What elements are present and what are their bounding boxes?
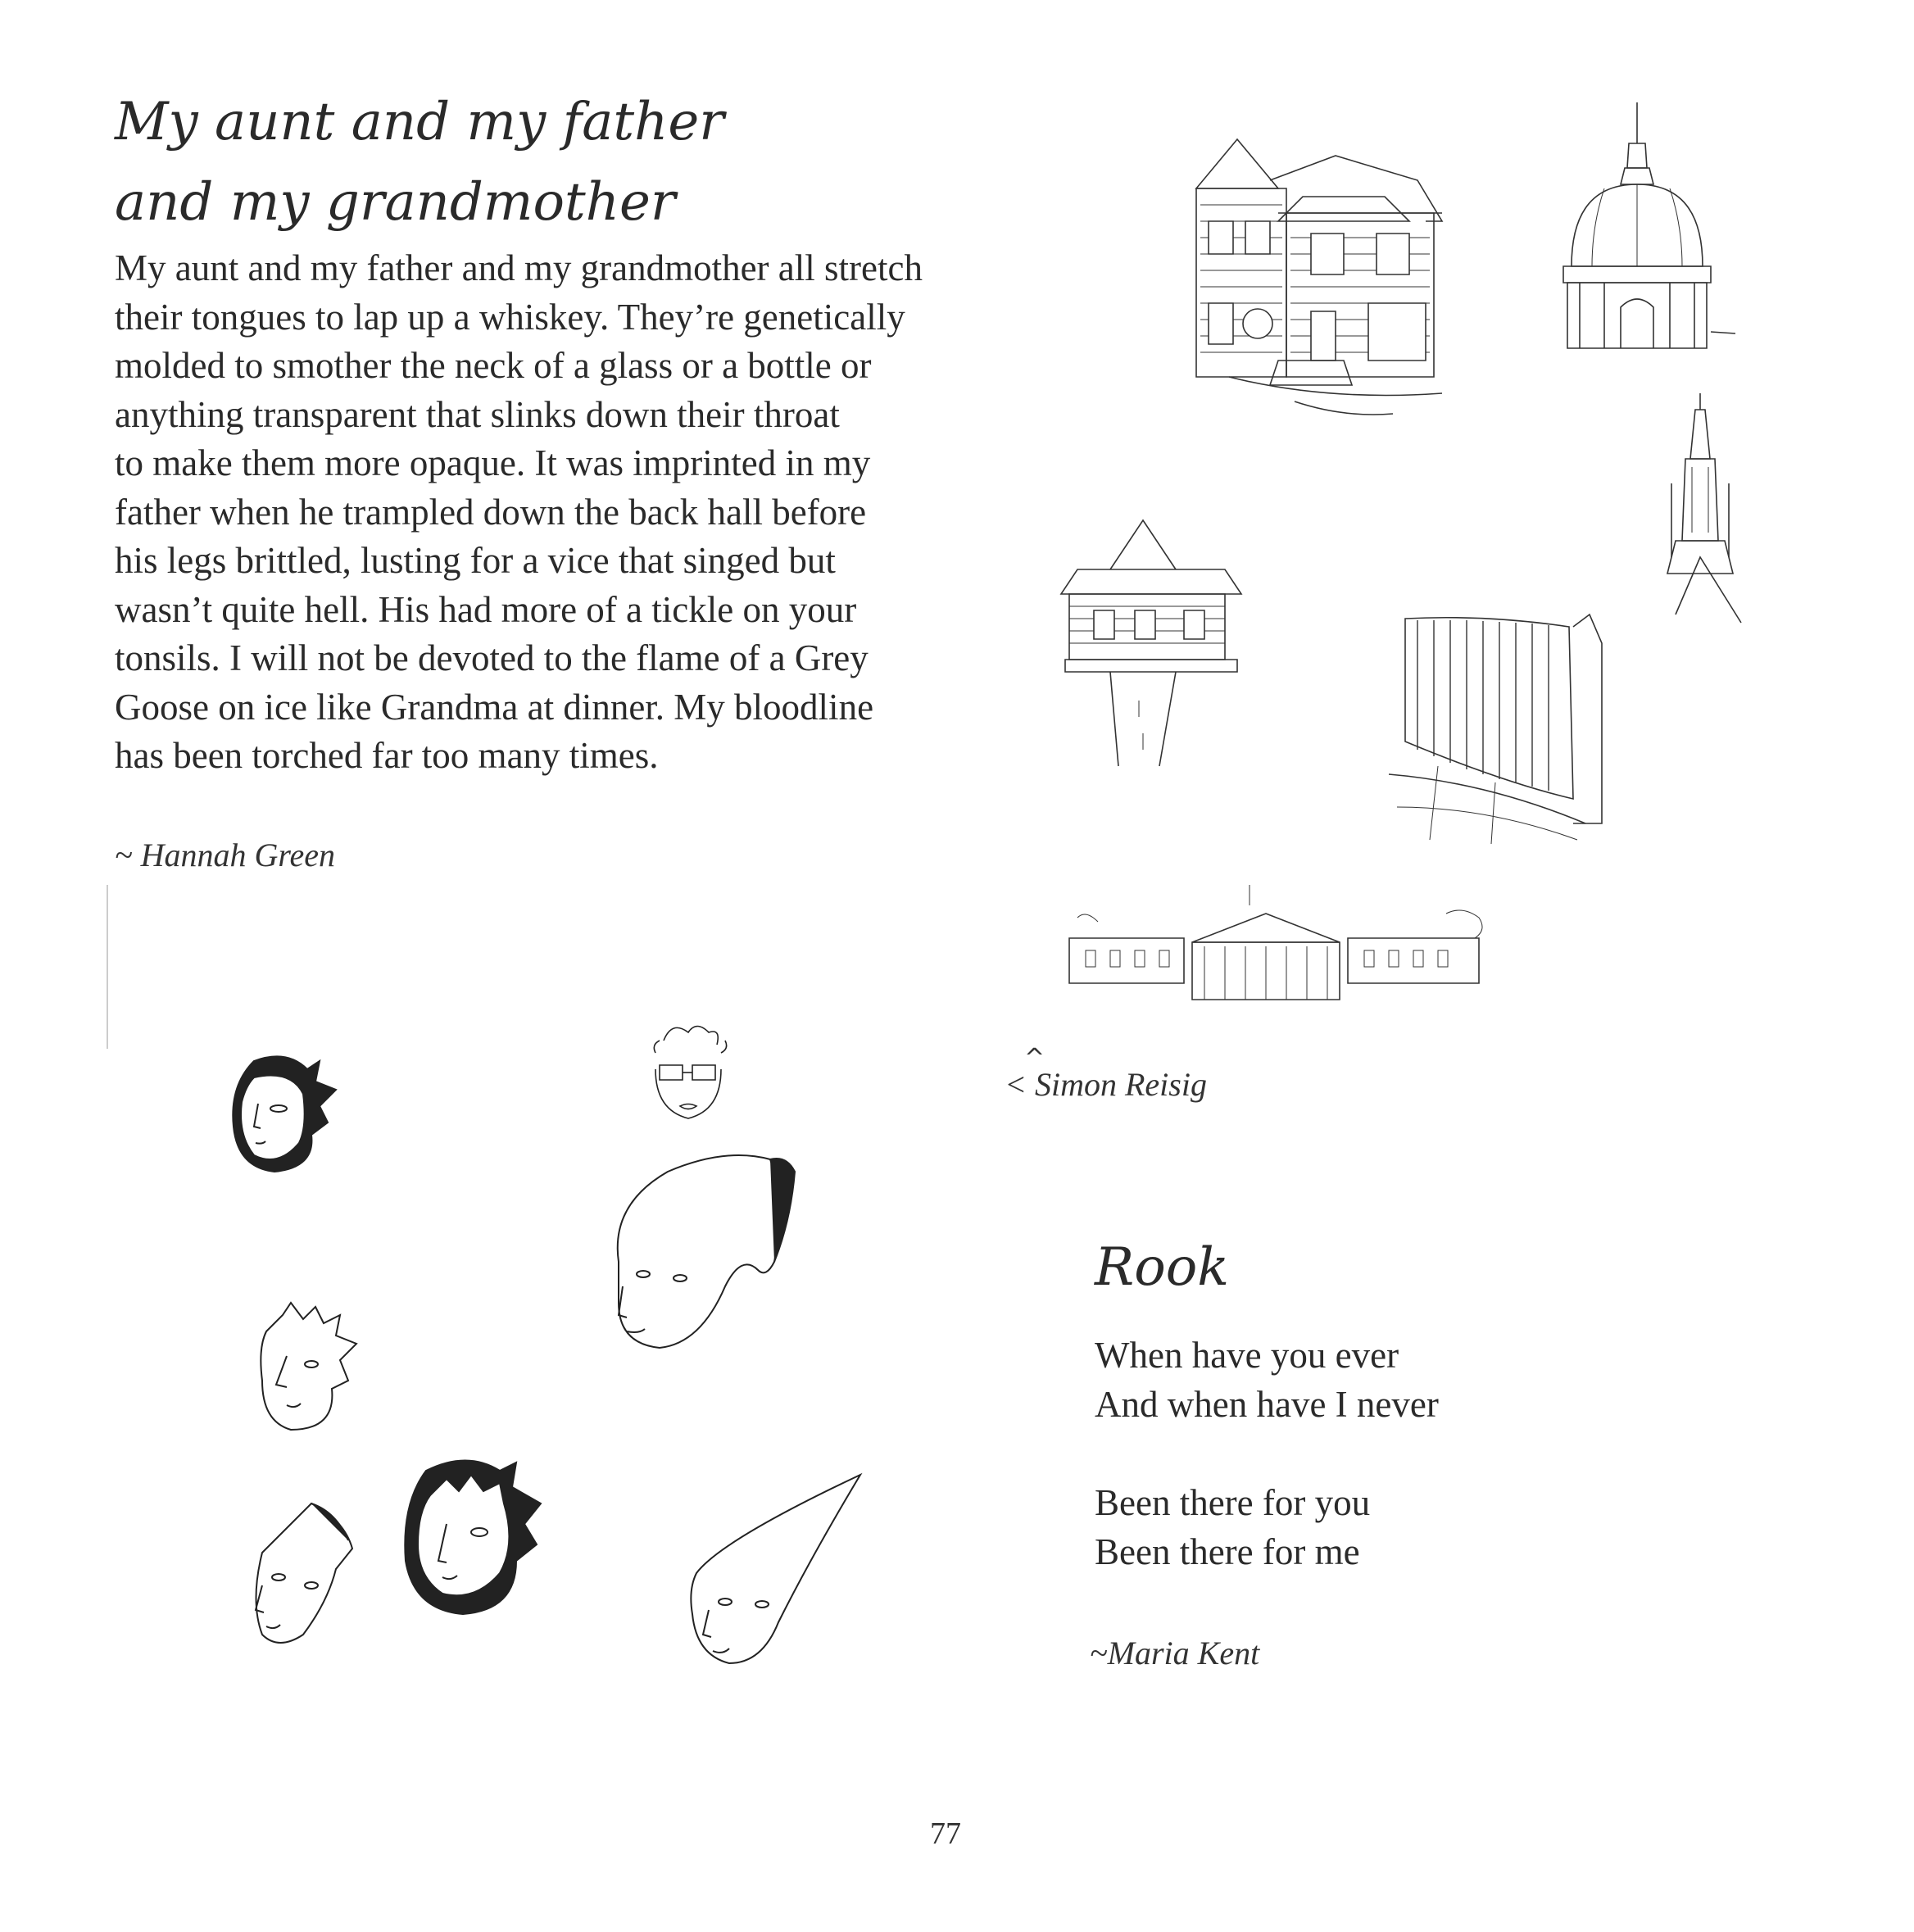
stanza-break: [1095, 1429, 1586, 1478]
illustration-credit-simon-reisig: < Simon Reisig: [1005, 1066, 1207, 1103]
sketch-victorian-house: [1180, 123, 1491, 434]
poem-line: to make them more opaque. It was imprinted in my: [115, 442, 871, 483]
poem-line: Been there for you: [1095, 1482, 1371, 1523]
poem-body: [115, 244, 1041, 781]
sketch-face-dark-spiky-large: [401, 1454, 549, 1618]
poem-line: Goose on ice like Grandma at dinner. My bloodline: [115, 686, 874, 728]
margin-rule: [107, 885, 108, 1049]
poem-title-aunt-father-grandmother: [115, 82, 934, 243]
poem-title-rook: Rook: [1095, 1237, 1230, 1298]
sketch-face-glasses: [639, 1020, 737, 1135]
sketch-church-spire: [1659, 393, 1749, 623]
sketch-face-curved-hood: [602, 1155, 815, 1352]
poem-line: their tongues to lap up a whiskey. They’re genetically: [115, 296, 905, 338]
poem-line: wasn’t quite hell. His had more of a tickle on your: [115, 588, 857, 630]
sketch-white-house: [1069, 881, 1495, 1020]
page-number: 77: [930, 1816, 961, 1851]
poem-line: father when he trampled down the back hall before: [115, 491, 867, 533]
poem-line: My aunt and my father and my grandmother all stretch: [115, 247, 923, 288]
sketch-face-cone: [688, 1475, 869, 1671]
sketch-striped-stadium: [1389, 619, 1610, 848]
sketch-face-angled-block: [246, 1503, 361, 1651]
sketch-face-outline-spiky: [258, 1299, 381, 1438]
poem-line: anything transparent that slinks down their throat: [115, 393, 840, 435]
rook-poem-body: [1095, 1331, 1586, 1576]
poem-line: When have you ever: [1095, 1335, 1399, 1376]
poem-line: his legs brittled, lusting for a vice that singed but: [115, 540, 836, 581]
sketch-domed-building: [1547, 102, 1727, 365]
sketch-face-dark-spiky: [229, 1053, 344, 1184]
poem-line: has been torched far too many times.: [115, 735, 659, 776]
poem-author-maria-kent: ~Maria Kent: [1090, 1635, 1260, 1671]
poem-line: tonsils. I will not be devoted to the flame of a Grey: [115, 637, 869, 678]
title-line: My aunt and my father: [115, 92, 724, 152]
poem-line: Been there for me: [1095, 1531, 1360, 1572]
poem-line: molded to smother the neck of a glass or a bottle or: [115, 345, 872, 386]
sketch-small-house: [1061, 520, 1266, 774]
poem-line: And when have I never: [1095, 1384, 1439, 1425]
title-line: and my grandmother: [115, 172, 676, 233]
caret-up-icon: ^: [1024, 1044, 1045, 1073]
poem-author-hannah-green: ~ Hannah Green: [115, 837, 336, 873]
